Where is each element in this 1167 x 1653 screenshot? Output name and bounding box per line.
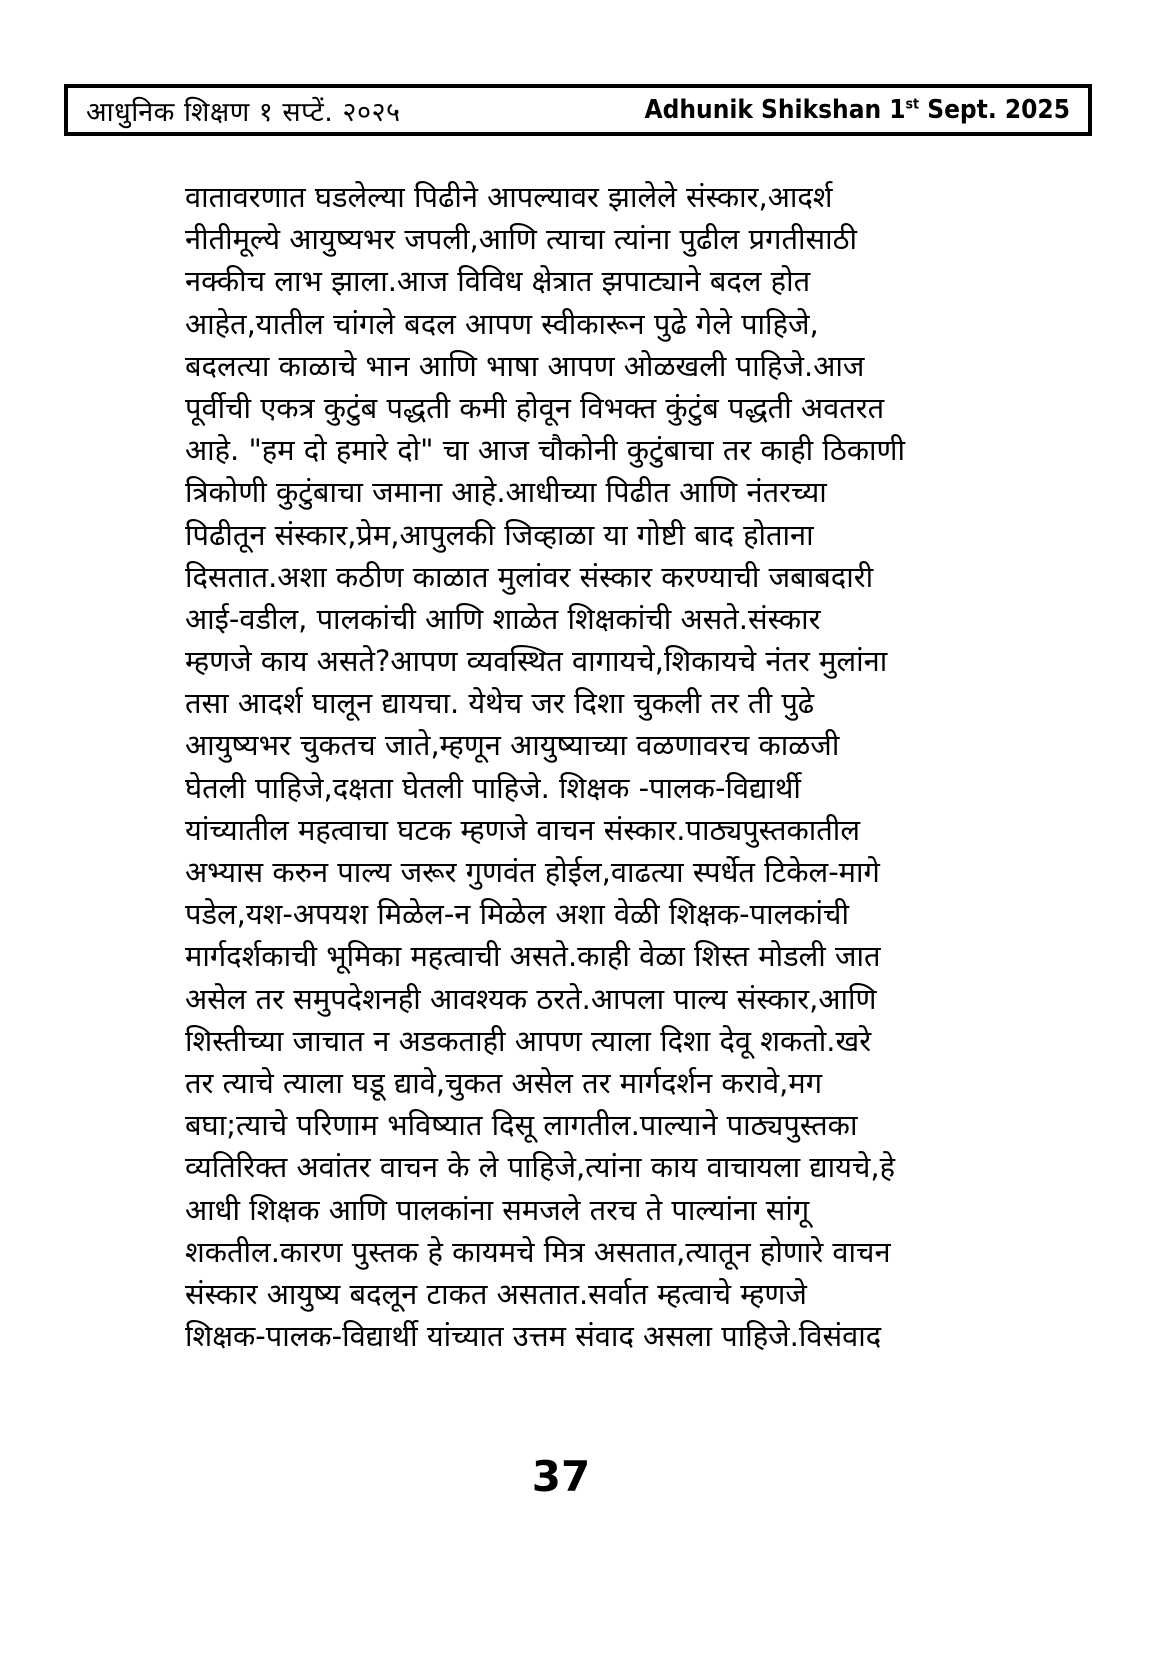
text-line: म्हणजे काय असते?आपण व्यवस्थित वागायचे,शिकायचे नंतर मुलांना xyxy=(185,644,888,679)
text-line: संस्कार आयुष्य बदलून टाकत असतात.सर्वात म्हत्वाचे म्हणजे xyxy=(185,1276,807,1311)
text-line: तर त्याचे त्याला घडू द्यावे,चुकत असेल तर मार्गदर्शन करावे,मग xyxy=(185,1065,823,1100)
header-title-marathi: आधुनिक शिक्षण १ सप्टें. २०२५ xyxy=(86,96,401,128)
text-line: बघा;त्याचे परिणाम भविष्यात दिसू लागतील.पाल्याने पाठ्यपुस्तका xyxy=(185,1108,858,1143)
text-line: आधी शिक्षक आणि पालकांना समजले तरच ते पाल्यांना सांगू xyxy=(185,1192,810,1227)
text-line: त्रिकोणी कुटुंबाचा जमाना आहे.आधीच्या पिढीत आणि नंतरच्या xyxy=(185,475,827,510)
text-line: पूर्वीची एकत्र कुटुंब पद्धती कमी होवून विभक्त कुंटुंब पद्धती अवतरत xyxy=(185,390,885,425)
text-line: शकतील.कारण पुस्तक हे कायमचे मित्र असतात,त्यातून होणारे वाचन xyxy=(185,1234,891,1269)
text-line: मार्गदर्शकाची भूमिका महत्वाची असते.काही वेळा शिस्त मोडली जात xyxy=(185,939,881,974)
header-title-english-main: Adhunik Shikshan 1 xyxy=(644,95,906,125)
text-line: आई-वडील, पालकांची आणि शाळेत शिक्षकांची असते.संस्कार xyxy=(185,601,821,636)
text-line: अभ्यास करुन पाल्य जरूर गुणवंत होईल,वाढत्या स्पर्धेत टिकेल-मागे xyxy=(185,855,880,889)
text-line: व्यतिरिक्त अवांतर वाचन के ले पाहिजे,त्यांना काय वाचायला द्यायचे,हे xyxy=(185,1150,895,1185)
text-line: तसा आदर्श घालून द्यायचा. येथेच जर दिशा चुकली तर ती पुढे xyxy=(185,686,815,721)
text-line: शिक्षक-पालक-विद्यार्थी यांच्यात उत्तम संवाद असला पाहिजे.विसंवाद xyxy=(185,1319,882,1354)
article-body xyxy=(185,176,937,1357)
text-line: पडेल,यश-अपयश मिळेल-न मिळेल अशा वेळी शिक्षक-पालकांची xyxy=(185,897,849,932)
text-line: असेल तर समुपदेशनही आवश्यक ठरते.आपला पाल्य संस्कार,आणि xyxy=(185,981,877,1016)
text-line: नीतीमूल्ये आयुष्यभर जपली,आणि त्याचा त्यांना पुढील प्रगतीसाठी xyxy=(185,222,858,257)
text-line: नक्कीच लाभ झाला.आज विविध क्षेत्रात झपाट्याने बदल होत xyxy=(185,264,811,299)
page-number: 37 xyxy=(531,1452,591,1501)
header-title-english-ordinal: st xyxy=(905,96,920,113)
text-line: यांच्यातील महत्वाचा घटक म्हणजे वाचन संस्कार.पाठ्यपुस्तकातील xyxy=(185,812,860,847)
text-line: बदलत्या काळाचे भान आणि भाषा आपण ओळखली पाहिजे.आज xyxy=(185,348,865,383)
text-line: दिसतात.अशा कठीण काळात मुलांवर संस्कार करण्याची जबाबदारी xyxy=(185,559,874,594)
text-line: वातावरणात घडलेल्या पिढीने आपल्यावर झालेले संस्कार,आदर्श xyxy=(185,180,833,214)
text-line: आहे. "हम दो हमारे दो" चा आज चौकोनी कुटुंबाचा तर काही ठिकाणी xyxy=(185,433,905,468)
header-title-english xyxy=(645,95,1070,125)
header-title-english-date: Sept. 2025 xyxy=(919,95,1070,125)
text-line: आयुष्यभर चुकतच जाते,म्हणून आयुष्याच्या वळणावरच काळजी xyxy=(185,728,840,763)
page-header xyxy=(64,84,1092,136)
text-line: आहेत,यातील चांगले बदल आपण स्वीकारून पुढे गेले पाहिजे, xyxy=(185,306,819,341)
text-line: शिस्तीच्या जाचात न अडकताही आपण त्याला दिशा देवू शकतो.खरे xyxy=(185,1023,872,1058)
text-line: पिढीतून संस्कार,प्रेम,आपुलकी जिव्हाळा या गोष्टी बाद होताना xyxy=(185,517,814,552)
text-line: घेतली पाहिजे,दक्षता घेतली पाहिजे. शिक्षक -पालक-विद्यार्थी xyxy=(185,770,801,805)
